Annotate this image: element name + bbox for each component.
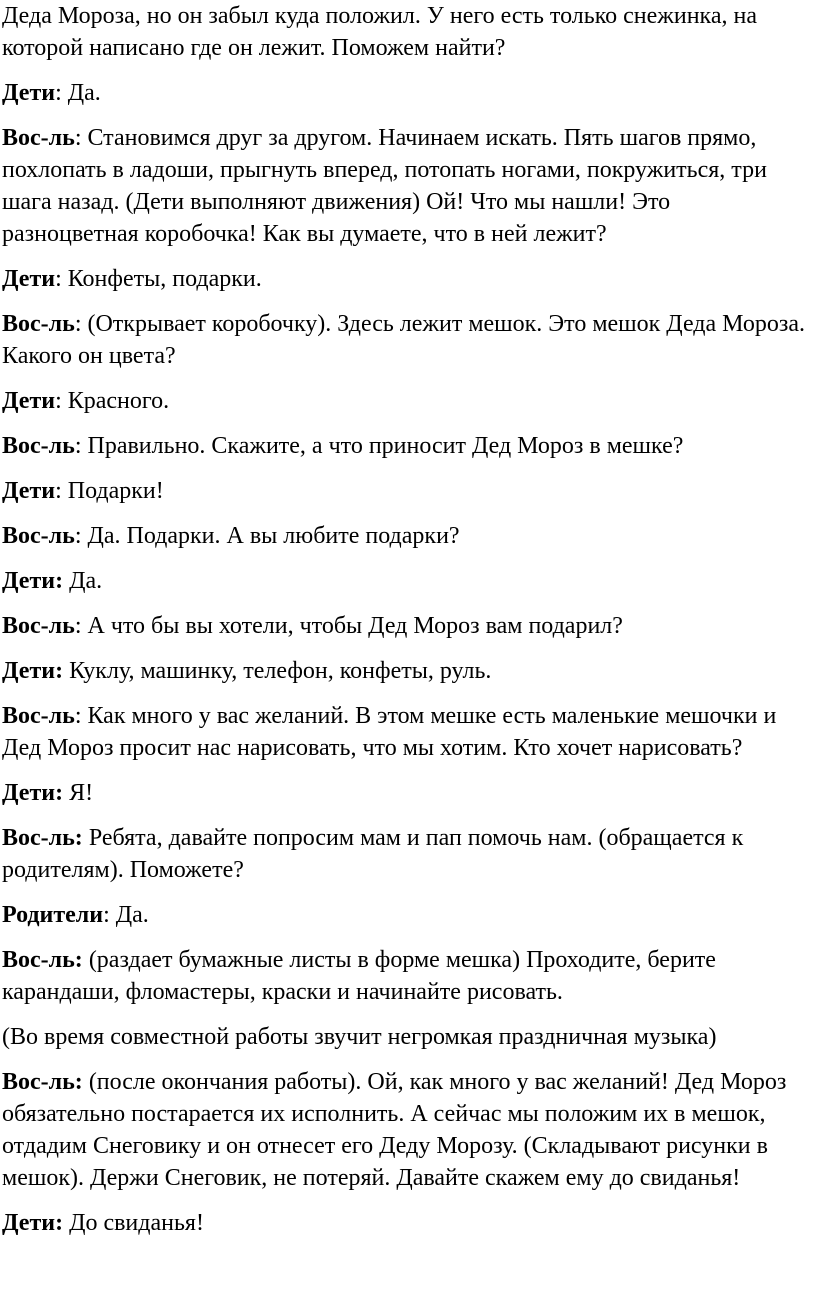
speaker-label: Вос-ль: bbox=[2, 825, 83, 851]
paragraph-text: : Как много у вас желаний. В этом мешке есть маленькие мешочки и Дед Мороз просит нас нарисовать, что мы хотим. Кто хочет нарисовать? bbox=[2, 703, 777, 761]
speaker-label: Вос-ль: bbox=[2, 947, 83, 973]
paragraph-text: (после окончания работы). Ой, как много у вас желаний! Дед Мороз обязательно постарается их исполнить. А сейчас мы положим их в мешок, отдадим Снеговику и он отнесет его Деду Морозу. (Складывают рисунки в мешок). Держи Снеговик, не потеряй. Давайте скажем ему до свиданья! bbox=[2, 1069, 787, 1191]
paragraph bbox=[2, 385, 812, 417]
paragraph bbox=[2, 1066, 812, 1194]
paragraph-text: До свиданья! bbox=[63, 1210, 204, 1236]
paragraph-text: Куклу, машинку, телефон, конфеты, руль. bbox=[63, 658, 492, 684]
paragraph bbox=[2, 430, 812, 462]
paragraph-intro bbox=[2, 0, 812, 64]
speaker-label: Дети bbox=[2, 388, 56, 414]
paragraph-text: : А что бы вы хотели, чтобы Дед Мороз вам подарил? bbox=[74, 613, 623, 639]
paragraph-text: : (Открывает коробочку). Здесь лежит мешок. Это мешок Деда Мороза. Какого он цвета? bbox=[2, 311, 806, 369]
speaker-label: Дети: bbox=[2, 568, 64, 594]
paragraph bbox=[2, 308, 812, 372]
paragraph bbox=[2, 263, 812, 295]
paragraph-text: Деда Мороза, но он забыл куда положил. У него есть только снежинка, на которой написано где он лежит. Поможем найти? bbox=[2, 3, 758, 61]
paragraph-text: : Становимся друг за другом. Начинаем искать. Пять шагов прямо, похлопать в ладоши, прыгнуть вперед, потопать ногами, покружиться, три шага назад. (Дети выполняют движения) Ой! Что мы нашли! Это разноцветная коробочка! Как вы думаете, что в ней лежит? bbox=[2, 125, 767, 247]
paragraph-text: : Подарки! bbox=[55, 478, 164, 504]
speaker-label: Вос-ль bbox=[2, 125, 75, 151]
paragraph bbox=[2, 1207, 812, 1239]
paragraph bbox=[2, 77, 812, 109]
speaker-label: Вос-ль bbox=[2, 311, 75, 337]
speaker-label: Дети bbox=[2, 80, 56, 106]
speaker-label: Вос-ль bbox=[2, 523, 75, 549]
paragraph bbox=[2, 700, 812, 764]
speaker-label: Дети bbox=[2, 266, 56, 292]
paragraph-text: Я! bbox=[63, 780, 94, 806]
paragraph-text: : Красного. bbox=[55, 388, 170, 414]
paragraph bbox=[2, 122, 812, 250]
speaker-label: Дети bbox=[2, 478, 56, 504]
speaker-label: Вос-ль bbox=[2, 703, 75, 729]
speaker-label: Родители bbox=[2, 902, 104, 928]
speaker-label: Дети: bbox=[2, 658, 64, 684]
paragraph-text: : Да. bbox=[103, 902, 149, 928]
speaker-label: Вос-ль: bbox=[2, 1069, 83, 1095]
paragraph-stage-direction bbox=[2, 1021, 812, 1053]
paragraph-text: Да. bbox=[63, 568, 103, 594]
paragraph bbox=[2, 822, 812, 886]
paragraph-text: (раздает бумажные листы в форме мешка) Проходите, берите карандаши, фломастеры, краски и начинайте рисовать. bbox=[2, 947, 716, 1005]
speaker-label: Вос-ль bbox=[2, 613, 75, 639]
speaker-label: Дети: bbox=[2, 1210, 64, 1236]
paragraph bbox=[2, 610, 812, 642]
paragraph bbox=[2, 944, 812, 1008]
speaker-label: Вос-ль bbox=[2, 433, 75, 459]
speaker-label: Дети: bbox=[2, 780, 64, 806]
paragraph bbox=[2, 899, 812, 931]
paragraph bbox=[2, 475, 812, 507]
paragraph-text: : Да. Подарки. А вы любите подарки? bbox=[74, 523, 460, 549]
paragraph-text: Ребята, давайте попросим мам и пап помочь нам. (обращается к родителям). Поможете? bbox=[2, 825, 744, 883]
paragraph-text: : Правильно. Скажите, а что приносит Дед Мороз в мешке? bbox=[74, 433, 684, 459]
paragraph bbox=[2, 520, 812, 552]
paragraph bbox=[2, 777, 812, 809]
paragraph bbox=[2, 655, 812, 687]
paragraph-text: : Конфеты, подарки. bbox=[55, 266, 262, 292]
paragraph bbox=[2, 565, 812, 597]
paragraph-text: (Во время совместной работы звучит негромкая праздничная музыка) bbox=[2, 1024, 717, 1050]
paragraph-text: : Да. bbox=[55, 80, 101, 106]
